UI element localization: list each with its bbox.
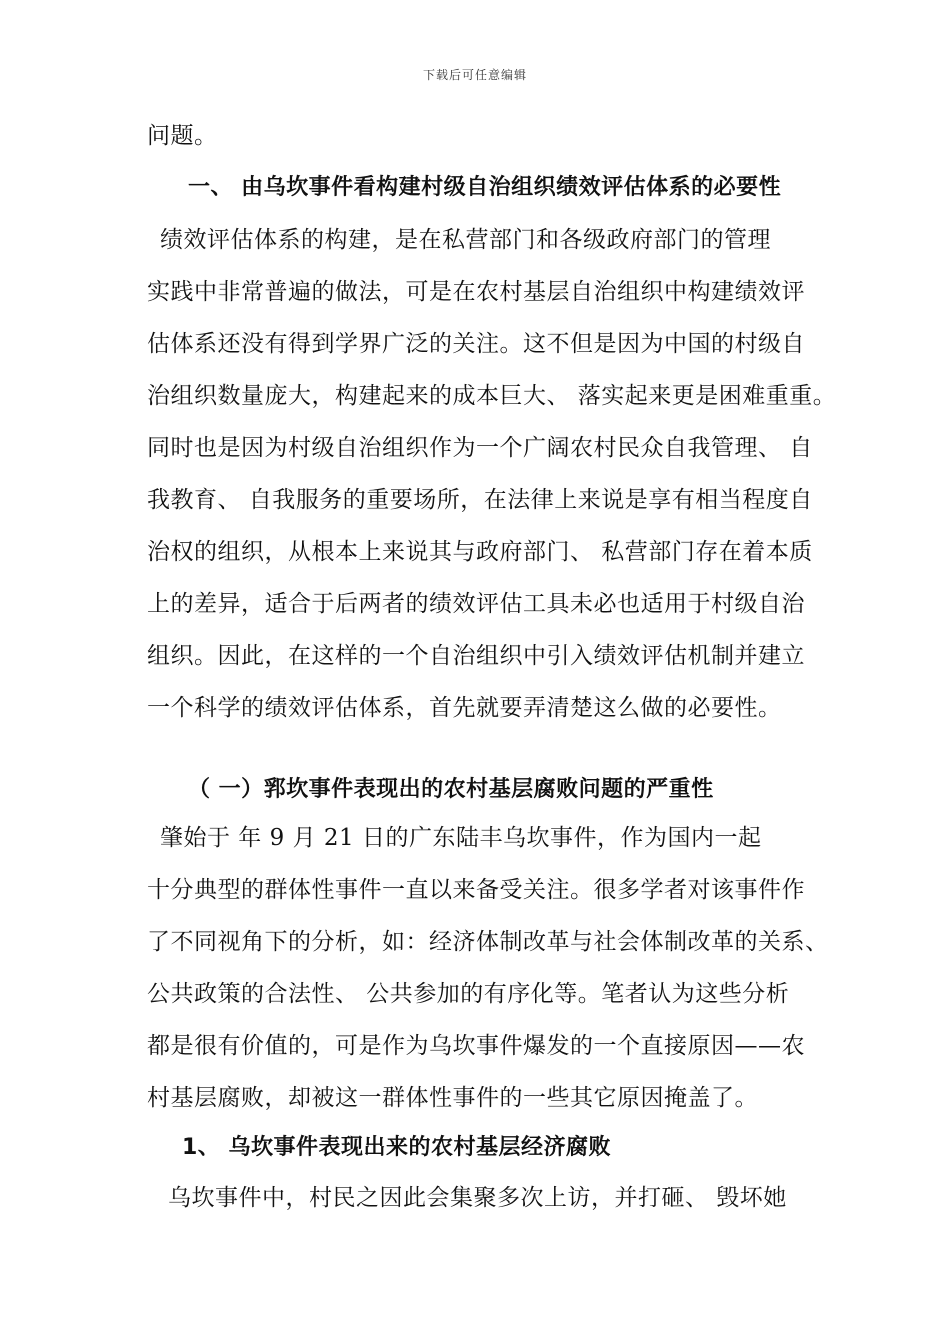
page-header: 下载后可任意编辑	[422, 68, 527, 82]
subsection-heading: （ 一）郛坎事件表现出的农村基层腐败问题的严重性	[188, 777, 714, 802]
body-text-line: 都是很有价值的，可是作为乌坎事件爆发的一个直接原因——农	[147, 1033, 805, 1059]
body-text-line: 绩效评估体系的构建，是在私营部门和各级政府部门的管理	[160, 227, 771, 253]
body-text-line: 乌坎事件中，村民之因此会集聚多次上访，并打砸、 毁坏她	[168, 1185, 787, 1211]
body-text-line: 组织。因此，在这样的一个自治组织中引入绩效评估机制并建立	[147, 643, 805, 669]
body-text-line: 估体系还没有得到学界广泛的关注。这不但是因为中国的村级自	[147, 331, 805, 357]
body-text-line: 上的差异，适合于后两者的绩效评估工具未必也适用于村级自治	[147, 591, 805, 617]
body-text-line: 公共政策的合法性、 公共参加的有序化等。笔者认为这些分析	[147, 981, 790, 1007]
body-text-line: 我教育、 自我服务的重要场所，在法律上来说是享有相当程度自	[147, 487, 813, 513]
numbered-heading: 1、 乌坎事件表现出来的农村基层经济腐败	[182, 1135, 611, 1160]
body-text-line: 治组织数量庞大，构建起来的成本巨大、 落实起来更是困难重重。	[147, 383, 837, 409]
section-heading: 一、 由乌坎事件看构建村级自治组织绩效评估体系的必要性	[188, 175, 782, 200]
body-text-line: 肇始于 年 9 月 21 日的广东陆丰乌坎事件，作为国内一起	[160, 825, 762, 851]
body-text-line: 实践中非常普遍的做法，可是在农村基层自治组织中构建绩效评	[147, 279, 805, 305]
body-text-line: 十分典型的群体性事件一直以来备受关注。很多学者对该事件作	[147, 877, 805, 903]
body-text-line: 一个科学的绩效评估体系，首先就要弄清楚这么做的必要性。	[147, 695, 782, 721]
body-text-line: 同时也是因为村级自治组织作为一个广阔农村民众自我管理、 自	[147, 435, 813, 461]
body-text-line: 治权的组织，从根本上来说其与政府部门、 私营部门存在着本质	[147, 539, 813, 565]
body-text-line: 问题。	[147, 123, 218, 149]
body-text-line: 村基层腐败，却被这一群体性事件的一些其它原因掩盖了。	[147, 1085, 758, 1111]
body-text-line: 了不同视角下的分析，如：经济体制改革与社会体制改革的关系、	[147, 929, 829, 955]
